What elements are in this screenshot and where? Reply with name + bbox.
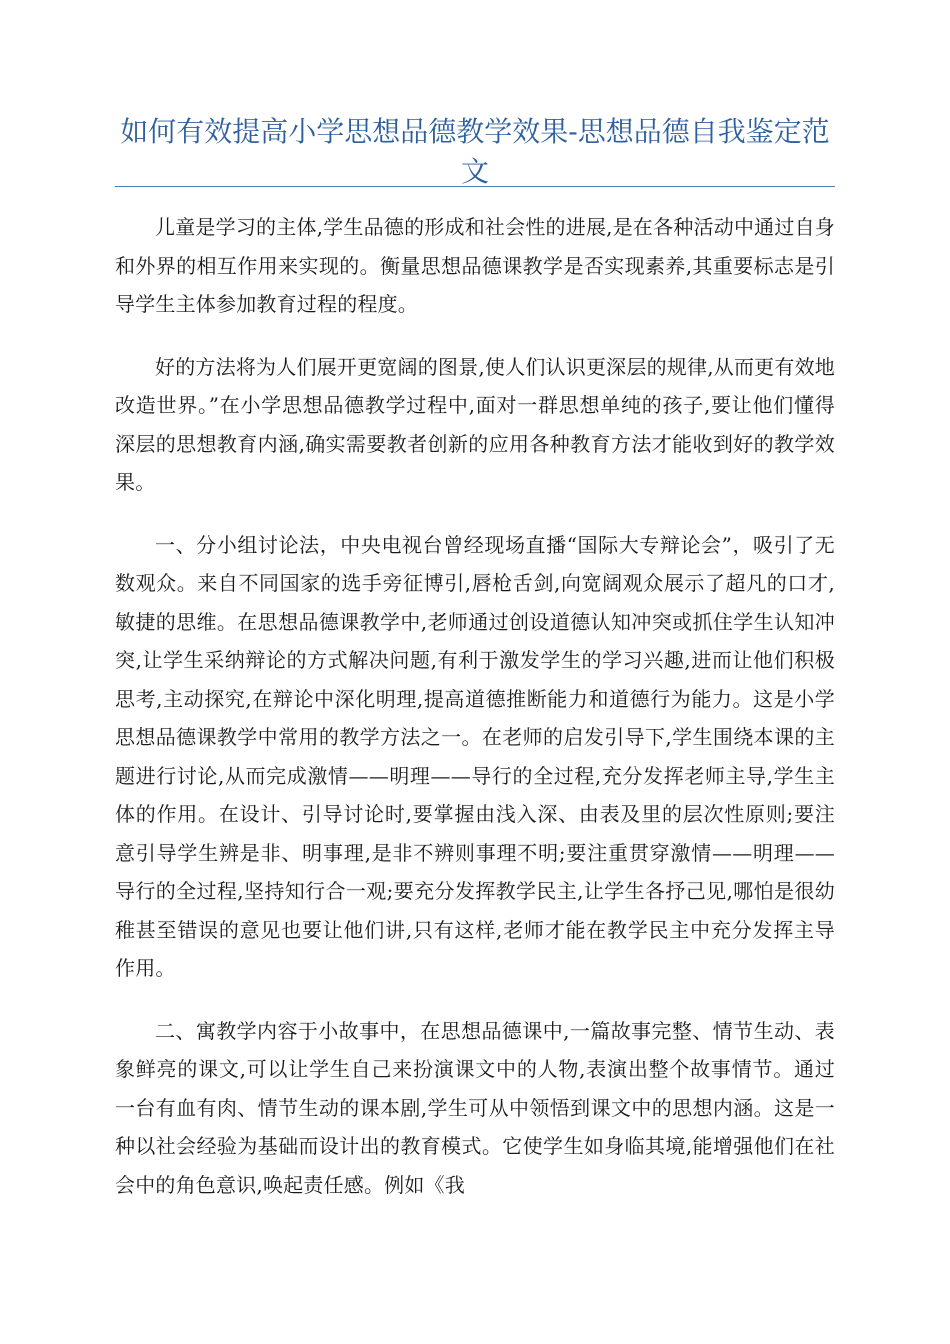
paragraph-4: 二、寓教学内容于小故事中，在思想品德课中,一篇故事完整、情节生动、表象鲜亮的课文,可以让学生自己来扮演课文中的人物,表演出整个故事情节。通过一台有血有肉、情节生动的课本剧,学生可从中领悟到课文中的思想内涵。这是一种以社会经验为基础而设计出的教育模式。它使学生如身临其境,能增强他们在社会中的角色意识,唤起责任感。例如《我 xyxy=(115,1018,835,1197)
document-title: 如何有效提高小学思想品德教学效果-思想品德自我鉴定范文 xyxy=(120,115,830,188)
paragraph-2: 好的方法将为人们展开更宽阔的图景,使人们认识更深层的规律,从而更有效地改造世界。”在小学思想品德教学过程中,面对一群思想单纯的孩子,要让他们懂得深层的思想教育内涵,确实需要教者创新的应用各种教育方法才能收到好的教学效果。 xyxy=(115,354,835,494)
document-body xyxy=(115,208,835,1228)
paragraph-1: 儿童是学习的主体,学生品德的形成和社会性的进展,是在各种活动中通过自身和外界的相互作用来实现的。衡量思想品德课教学是否实现素养,其重要标志是引导学生主体参加教育过程的程度。 xyxy=(115,215,835,316)
paragraph-3: 一、分小组讨论法，中央电视台曾经现场直播“国际大专辩论会”，吸引了无数观众。来自不同国家的选手旁征博引,唇枪舌剑,向宽阔观众展示了超凡的口才,敏捷的思维。在思想品德课教学中,老师通过创设道德认知冲突或抓住学生认知冲突,让学生采纳辩论的方式解决问题,有利于激发学生的学习兴趣,进而让他们积极思考,主动探究,在辩论中深化明理,提高道德推断能力和道德行为能力。这是小学思想品德课教学中常用的教学方法之一。在老师的启发引导下,学生围绕本课的主题进行讨论,从而完成激情——明理——导行的全过程,充分发挥老师主导,学生主体的作用。在设计、引导讨论时,要掌握由浅入深、由表及里的层次性原则;要注意引导学生辨是非、明事理,是非不辨则事理不明;要注重贯穿激情——明理——导行的全过程,坚持知行合一观;要充分发挥教学民主,让学生各抒己见,哪怕是很幼稚甚至错误的意见也要让他们讲,只有这样,老师才能在教学民主中充分发挥主导作用。 xyxy=(115,532,835,980)
title-divider xyxy=(115,186,835,187)
